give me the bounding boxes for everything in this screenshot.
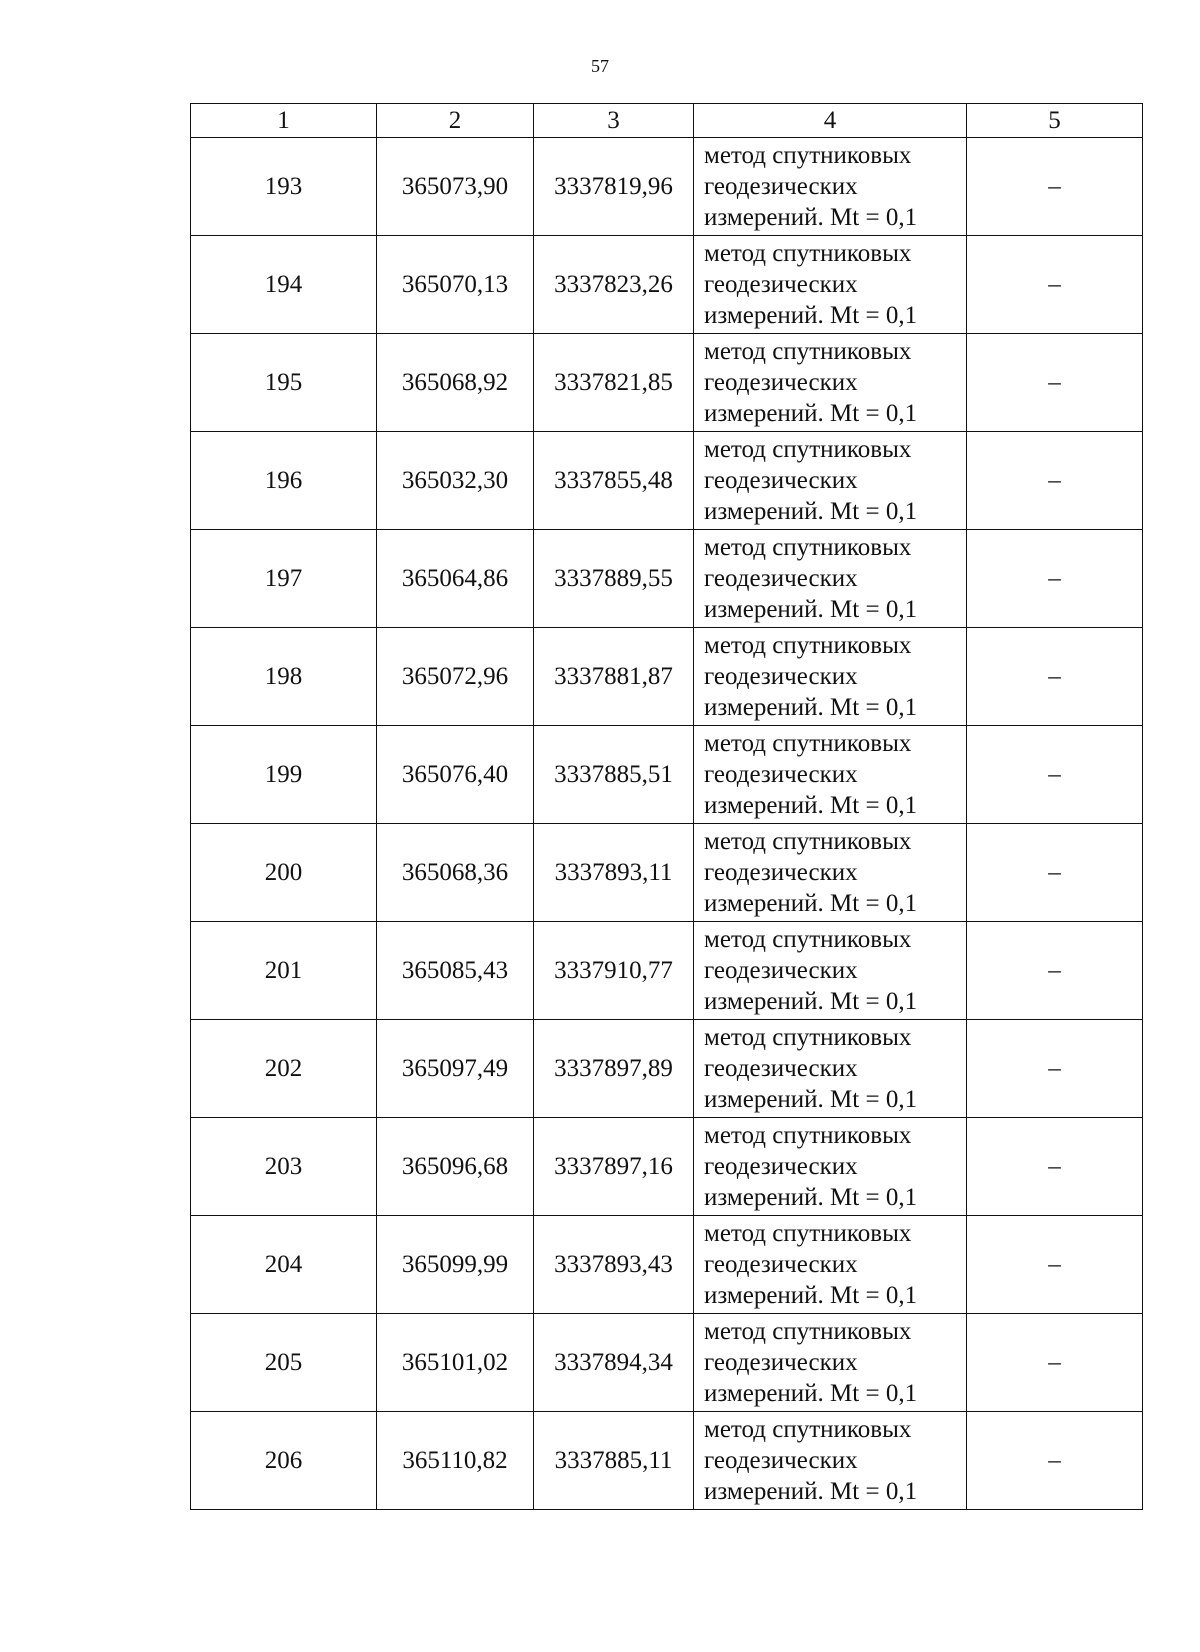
method-line: геодезических xyxy=(704,369,858,396)
method-line: геодезических xyxy=(704,761,858,788)
point-number-cell: 195 xyxy=(191,334,377,432)
method-line: измерений. Mt = 0,1 xyxy=(704,204,918,231)
method-line: метод спутниковых xyxy=(704,338,912,365)
point-number-cell: 198 xyxy=(191,628,377,726)
point-number-cell: 193 xyxy=(191,138,377,236)
note-cell: – xyxy=(967,726,1143,824)
coordinate-y-cell: 3337821,85 xyxy=(534,334,694,432)
method-line: геодезических xyxy=(704,467,858,494)
method-line: геодезических xyxy=(704,1349,858,1376)
point-number-cell: 199 xyxy=(191,726,377,824)
method-line: измерений. Mt = 0,1 xyxy=(704,1380,918,1407)
method-line: метод спутниковых xyxy=(704,240,912,267)
method-cell xyxy=(694,530,967,628)
coordinate-x-cell: 365085,43 xyxy=(377,922,534,1020)
table-row xyxy=(191,1020,1143,1118)
coordinate-x-cell: 365099,99 xyxy=(377,1216,534,1314)
method-line: измерений. Mt = 0,1 xyxy=(704,988,918,1015)
method-line: геодезических xyxy=(704,957,858,984)
method-line: метод спутниковых xyxy=(704,730,912,757)
method-cell xyxy=(694,628,967,726)
table-row xyxy=(191,1314,1143,1412)
column-header-2: 2 xyxy=(377,104,534,138)
note-cell: – xyxy=(967,1118,1143,1216)
method-line: метод спутниковых xyxy=(704,632,912,659)
table-body xyxy=(191,138,1143,1510)
method-line: метод спутниковых xyxy=(704,1318,912,1345)
page-number: 57 xyxy=(591,56,609,76)
method-cell xyxy=(694,236,967,334)
method-line: измерений. Mt = 0,1 xyxy=(704,890,918,917)
method-line: метод спутниковых xyxy=(704,1416,912,1443)
method-line: измерений. Mt = 0,1 xyxy=(704,1478,918,1505)
coordinate-x-cell: 365097,49 xyxy=(377,1020,534,1118)
table-row xyxy=(191,824,1143,922)
method-line: измерений. Mt = 0,1 xyxy=(704,400,918,427)
coordinate-y-cell: 3337894,34 xyxy=(534,1314,694,1412)
coordinate-x-cell: 365110,82 xyxy=(377,1412,534,1510)
table-row xyxy=(191,726,1143,824)
coordinate-x-cell: 365068,92 xyxy=(377,334,534,432)
method-cell xyxy=(694,1314,967,1412)
method-line: геодезических xyxy=(704,1447,858,1474)
method-line: измерений. Mt = 0,1 xyxy=(704,596,918,623)
point-number-cell: 204 xyxy=(191,1216,377,1314)
coordinate-y-cell: 3337897,16 xyxy=(534,1118,694,1216)
method-cell xyxy=(694,922,967,1020)
method-line: измерений. Mt = 0,1 xyxy=(704,792,918,819)
column-header-1: 1 xyxy=(191,104,377,138)
note-cell: – xyxy=(967,1314,1143,1412)
method-cell xyxy=(694,1118,967,1216)
method-line: геодезических xyxy=(704,173,858,200)
coordinate-y-cell: 3337889,55 xyxy=(534,530,694,628)
method-line: геодезических xyxy=(704,859,858,886)
coordinate-x-cell: 365070,13 xyxy=(377,236,534,334)
method-line: геодезических xyxy=(704,1251,858,1278)
method-cell xyxy=(694,138,967,236)
table-row xyxy=(191,1412,1143,1510)
coordinates-table xyxy=(190,103,1143,1510)
method-cell xyxy=(694,824,967,922)
coordinate-x-cell: 365101,02 xyxy=(377,1314,534,1412)
point-number-cell: 205 xyxy=(191,1314,377,1412)
coordinate-x-cell: 365072,96 xyxy=(377,628,534,726)
table-row xyxy=(191,922,1143,1020)
header-row xyxy=(191,104,1143,138)
coordinate-x-cell: 365064,86 xyxy=(377,530,534,628)
coordinate-y-cell: 3337893,11 xyxy=(534,824,694,922)
note-cell: – xyxy=(967,922,1143,1020)
coordinate-x-cell: 365076,40 xyxy=(377,726,534,824)
note-cell: – xyxy=(967,236,1143,334)
method-line: метод спутниковых xyxy=(704,436,912,463)
table-row xyxy=(191,138,1143,236)
point-number-cell: 202 xyxy=(191,1020,377,1118)
point-number-cell: 206 xyxy=(191,1412,377,1510)
note-cell: – xyxy=(967,138,1143,236)
table-row xyxy=(191,1118,1143,1216)
point-number-cell: 194 xyxy=(191,236,377,334)
table-row xyxy=(191,530,1143,628)
note-cell: – xyxy=(967,1412,1143,1510)
note-cell: – xyxy=(967,334,1143,432)
coordinate-x-cell: 365032,30 xyxy=(377,432,534,530)
coordinate-y-cell: 3337823,26 xyxy=(534,236,694,334)
coordinate-y-cell: 3337881,87 xyxy=(534,628,694,726)
column-header-5: 5 xyxy=(967,104,1143,138)
method-line: метод спутниковых xyxy=(704,534,912,561)
method-cell xyxy=(694,432,967,530)
method-cell xyxy=(694,1412,967,1510)
table-row xyxy=(191,334,1143,432)
method-line: измерений. Mt = 0,1 xyxy=(704,1184,918,1211)
coordinate-x-cell: 365068,36 xyxy=(377,824,534,922)
coordinate-y-cell: 3337819,96 xyxy=(534,138,694,236)
point-number-cell: 201 xyxy=(191,922,377,1020)
method-line: измерений. Mt = 0,1 xyxy=(704,694,918,721)
note-cell: – xyxy=(967,1020,1143,1118)
coordinate-y-cell: 3337910,77 xyxy=(534,922,694,1020)
table-row xyxy=(191,1216,1143,1314)
coordinate-y-cell: 3337897,89 xyxy=(534,1020,694,1118)
method-line: метод спутниковых xyxy=(704,1220,912,1247)
table-row xyxy=(191,628,1143,726)
coordinate-y-cell: 3337893,43 xyxy=(534,1216,694,1314)
note-cell: – xyxy=(967,824,1143,922)
note-cell: – xyxy=(967,628,1143,726)
method-line: метод спутниковых xyxy=(704,926,912,953)
method-line: метод спутниковых xyxy=(704,828,912,855)
method-line: метод спутниковых xyxy=(704,1122,912,1149)
point-number-cell: 200 xyxy=(191,824,377,922)
point-number-cell: 197 xyxy=(191,530,377,628)
method-line: геодезических xyxy=(704,1153,858,1180)
coordinate-x-cell: 365096,68 xyxy=(377,1118,534,1216)
method-line: геодезических xyxy=(704,663,858,690)
method-line: измерений. Mt = 0,1 xyxy=(704,302,918,329)
coordinate-y-cell: 3337855,48 xyxy=(534,432,694,530)
method-line: геодезических xyxy=(704,565,858,592)
method-line: измерений. Mt = 0,1 xyxy=(704,498,918,525)
coordinate-x-cell: 365073,90 xyxy=(377,138,534,236)
table-row xyxy=(191,432,1143,530)
method-cell xyxy=(694,1020,967,1118)
note-cell: – xyxy=(967,1216,1143,1314)
method-line: геодезических xyxy=(704,1055,858,1082)
coordinate-y-cell: 3337885,11 xyxy=(534,1412,694,1510)
method-line: геодезических xyxy=(704,271,858,298)
point-number-cell: 196 xyxy=(191,432,377,530)
method-line: измерений. Mt = 0,1 xyxy=(704,1282,918,1309)
method-line: метод спутниковых xyxy=(704,142,912,169)
method-cell xyxy=(694,334,967,432)
table-header xyxy=(191,104,1143,138)
coordinate-y-cell: 3337885,51 xyxy=(534,726,694,824)
method-line: измерений. Mt = 0,1 xyxy=(704,1086,918,1113)
method-line: метод спутниковых xyxy=(704,1024,912,1051)
method-cell xyxy=(694,726,967,824)
column-header-4: 4 xyxy=(694,104,967,138)
point-number-cell: 203 xyxy=(191,1118,377,1216)
method-cell xyxy=(694,1216,967,1314)
table-row xyxy=(191,236,1143,334)
note-cell: – xyxy=(967,530,1143,628)
column-header-3: 3 xyxy=(534,104,694,138)
note-cell: – xyxy=(967,432,1143,530)
